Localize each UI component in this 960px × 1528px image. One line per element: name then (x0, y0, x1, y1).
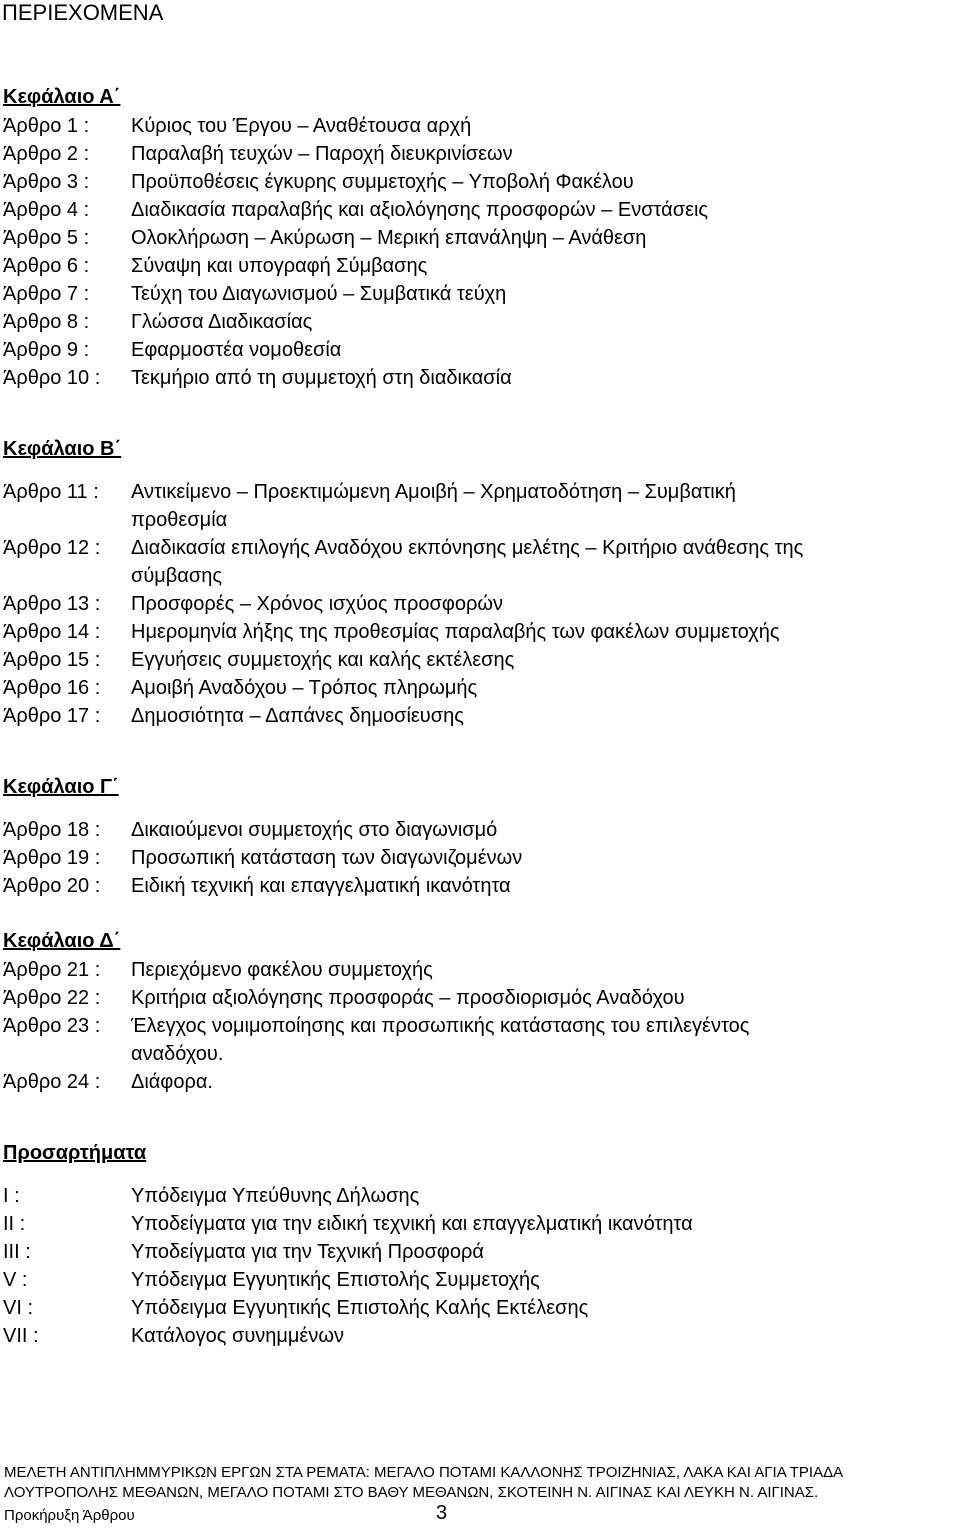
article-label: Άρθρο 9 : (3, 339, 90, 361)
article-title: Εφαρμοστέα νομοθεσία (131, 339, 342, 361)
article-title: Προϋποθέσεις έγκυρης συμμετοχής – Υποβολή Φακέλου (131, 171, 634, 193)
article-label: Άρθρο 2 : (3, 143, 90, 165)
appendix-label: III : (3, 1241, 31, 1263)
article-title-continuation: αναδόχου. (131, 1043, 224, 1065)
article-title: Ημερομηνία λήξης της προθεσμίας παραλαβής των φακέλων συμμετοχής (131, 621, 780, 643)
appendix-title: Κατάλογος συνημμένων (131, 1325, 344, 1347)
article-title-continuation: προθεσμία (131, 509, 228, 531)
article-title: Διάφορα. (131, 1071, 213, 1093)
appendix-label: VII : (3, 1325, 39, 1347)
article-label: Άρθρο 5 : (3, 227, 90, 249)
article-label: Άρθρο 16 : (3, 677, 101, 699)
article-label: Άρθρο 6 : (3, 255, 90, 277)
article-label: Άρθρο 10 : (3, 367, 101, 389)
article-title: Προσωπική κατάσταση των διαγωνιζομένων (131, 847, 523, 869)
appendix-title: Υπόδειγμα Εγγυητικής Επιστολής Καλής Εκτέλεσης (131, 1297, 589, 1319)
article-title: Σύναψη και υπογραφή Σύμβασης (131, 255, 428, 277)
article-title: Κύριος του Έργου – Αναθέτουσα αρχή (131, 115, 472, 137)
footer-document-label: Προκήρυξη Άρθρου (4, 1507, 135, 1524)
chapter-c-heading: Κεφάλαιο Γ΄ (3, 776, 119, 798)
article-title: Ειδική τεχνική και επαγγελματική ικανότητα (131, 875, 511, 897)
appendix-label: II : (3, 1213, 26, 1235)
article-title-continuation: σύμβασης (131, 565, 222, 587)
article-label: Άρθρο 24 : (3, 1071, 101, 1093)
article-label: Άρθρο 14 : (3, 621, 101, 643)
article-title: Τεκμήριο από τη συμμετοχή στη διαδικασία (131, 367, 512, 389)
article-label: Άρθρο 19 : (3, 847, 101, 869)
page-title: ΠΕΡΙΕΧΟΜΕΝΑ (2, 0, 164, 25)
article-label: Άρθρο 8 : (3, 311, 90, 333)
article-label: Άρθρο 4 : (3, 199, 90, 221)
article-label: Άρθρο 20 : (3, 875, 101, 897)
article-label: Άρθρο 17 : (3, 705, 101, 727)
article-title: Κριτήρια αξιολόγησης προσφοράς – προσδιορισμός Αναδόχου (131, 987, 685, 1009)
chapter-a-heading: Κεφάλαιο Α΄ (3, 86, 121, 108)
article-title: Τεύχη του Διαγωνισμού – Συμβατικά τεύχη (131, 283, 507, 305)
appendix-title: Υπόδειγμα Υπεύθυνης Δήλωσης (131, 1185, 420, 1207)
article-label: Άρθρο 15 : (3, 649, 101, 671)
article-title: Ολοκλήρωση – Ακύρωση – Μερική επανάληψη – Ανάθεση (131, 227, 647, 249)
appendix-title: Υποδείγματα για την ειδική τεχνική και επαγγελματική ικανότητα (131, 1213, 693, 1235)
article-title: Γλώσσα Διαδικασίας (131, 311, 313, 333)
article-label: Άρθρο 3 : (3, 171, 90, 193)
article-title: Διαδικασία παραλαβής και αξιολόγησης προσφορών – Ενστάσεις (131, 199, 709, 221)
article-title: Περιεχόμενο φακέλου συμμετοχής (131, 959, 433, 981)
footer-project-line-2: ΛΟΥΤΡΟΠΟΛΗΣ ΜΕΘΑΝΩΝ, ΜΕΓΑΛΟ ΠΟΤΑΜΙ ΣΤΟ ΒΑΘΥ ΜΕΘΑΝΩΝ, ΣΚΟΤΕΙΝΗ Ν. ΑΙΓΙΝΑΣ ΚΑΙ ΛΕΥΚΗ Ν. ΑΙΓΙΝΑΣ. (4, 1484, 819, 1501)
appendix-label: I : (3, 1185, 20, 1207)
article-label: Άρθρο 7 : (3, 283, 90, 305)
chapter-b-heading: Κεφάλαιο Β΄ (3, 438, 122, 460)
article-label: Άρθρο 21 : (3, 959, 101, 981)
footer-project-line-1: ΜΕΛΕΤΗ ΑΝΤΙΠΛΗΜΜΥΡΙΚΩΝ ΕΡΓΩΝ ΣΤΑ ΡΕΜΑΤΑ: ΜΕΓΑΛΟ ΠΟΤΑΜΙ ΚΑΛΛΟΝΗΣ ΤΡΟΙΖΗΝΙΑΣ, ΛΑΚΑ ΚΑΙ ΑΓΙΑ ΤΡΙΑΔΑ (4, 1464, 844, 1481)
appendix-title: Υποδείγματα για την Τεχνική Προσφορά (131, 1241, 484, 1263)
appendix-title: Υπόδειγμα Εγγυητικής Επιστολής Συμμετοχής (131, 1269, 540, 1291)
article-title: Αντικείμενο – Προεκτιμώμενη Αμοιβή – Χρηματοδότηση – Συμβατική (131, 481, 736, 503)
article-title: Αμοιβή Αναδόχου – Τρόπος πληρωμής (131, 677, 478, 699)
appendix-label: VI : (3, 1297, 34, 1319)
article-title: Δημοσιότητα – Δαπάνες δημοσίευσης (131, 705, 464, 727)
appendices-heading: Προσαρτήματα (3, 1142, 147, 1164)
chapter-d-heading: Κεφάλαιο Δ΄ (3, 930, 121, 952)
appendix-label: V : (3, 1269, 28, 1291)
article-title: Προσφορές – Χρόνος ισχύος προσφορών (131, 593, 503, 615)
article-title: Παραλαβή τευχών – Παροχή διευκρινίσεων (131, 143, 513, 165)
article-title: Εγγυήσεις συμμετοχής και καλής εκτέλεσης (131, 649, 515, 671)
article-label: Άρθρο 18 : (3, 819, 101, 841)
article-label: Άρθρο 13 : (3, 593, 101, 615)
article-title: Δικαιούμενοι συμμετοχής στο διαγωνισμό (131, 819, 498, 841)
article-label: Άρθρο 23 : (3, 1015, 101, 1037)
article-label: Άρθρο 1 : (3, 115, 90, 137)
article-title: Έλεγχος νομιμοποίησης και προσωπικής κατάστασης του επιλεγέντος (131, 1015, 750, 1037)
article-label: Άρθρο 12 : (3, 537, 101, 559)
article-label: Άρθρο 11 : (3, 481, 99, 503)
page-number: 3 (436, 1502, 448, 1524)
article-title: Διαδικασία επιλογής Αναδόχου εκπόνησης μελέτης – Κριτήριο ανάθεσης της (131, 537, 804, 559)
article-label: Άρθρο 22 : (3, 987, 101, 1009)
